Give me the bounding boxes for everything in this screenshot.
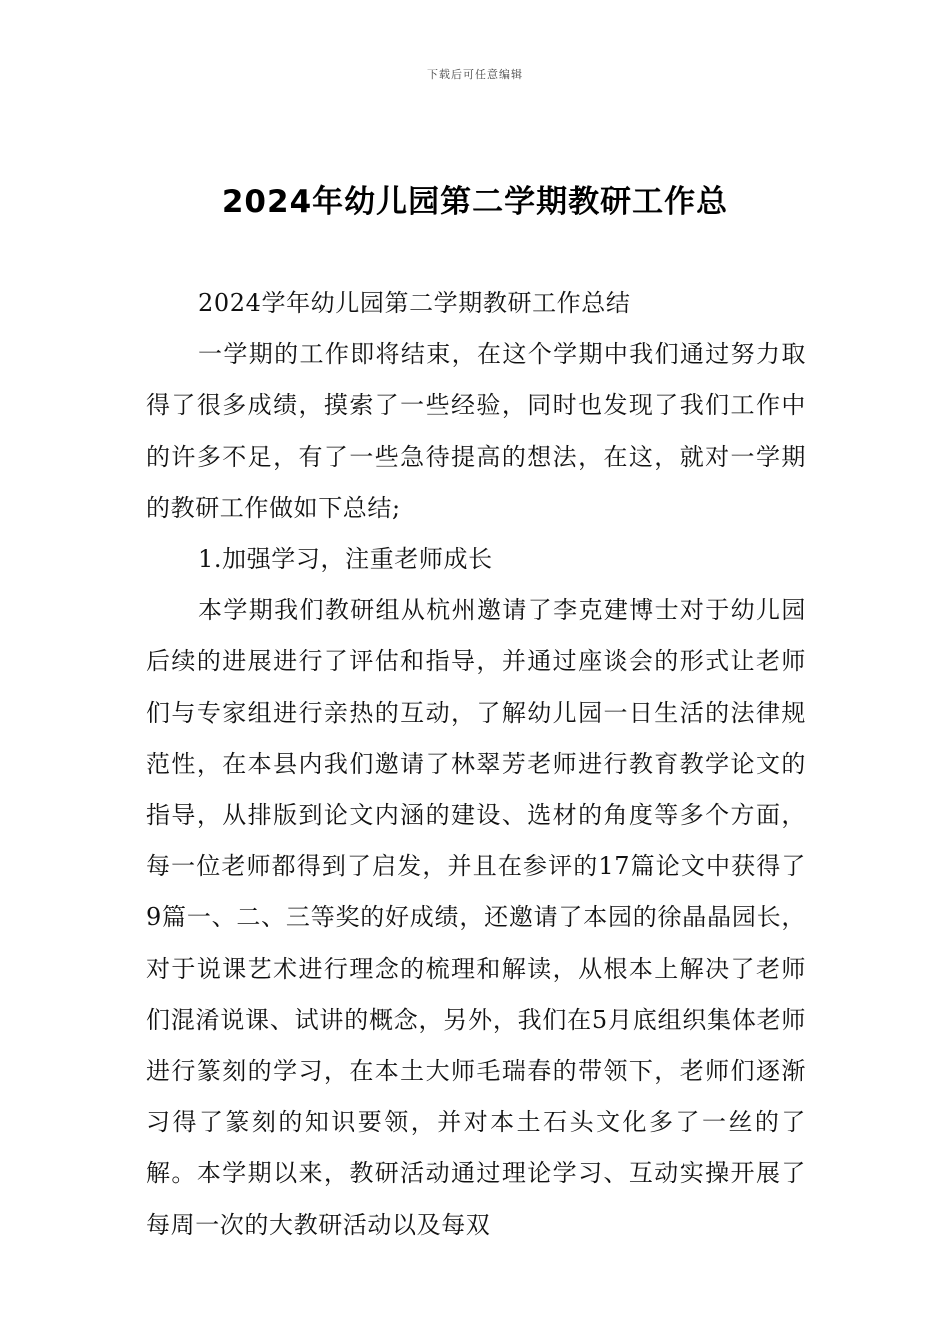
document-body bbox=[146, 278, 806, 1251]
document-title: 2024年幼儿园第二学期教研工作总 bbox=[221, 184, 729, 220]
subtitle-paragraph: 2024学年幼儿园第二学期教研工作总结 bbox=[198, 289, 631, 317]
section-heading: 1.加强学习，注重老师成长 bbox=[198, 545, 493, 574]
header-note: 下载后可任意编辑 bbox=[427, 68, 523, 81]
section-paragraph: 本学期我们教研组从杭州邀请了李克建博士对于幼儿园后续的进展进行了评估和指导，并通过座谈会的形式让老师们与专家组进行亲热的互动，了解幼儿园一日生活的法律规范性，在本县内我们邀请了林翠芳老师进行教育教学论文的指导，从排版到论文内涵的建设、选材的角度等多个方面，每一位老师都得到了启发，并且在参评的17篇论文中获得了9篇一、二、三等奖的好成绩，还邀请了本园的徐晶晶园长，对于说课艺术进行理念的梳理和解读，从根本上解决了老师们混淆说课、试讲的概念，另外，我们在5月底组织集体老师进行篆刻的学习，在本土大师毛瑞春的带领下，老师们逐渐习得了篆刻的知识要领，并对本土石头文化多了一丝的了解。本学期以来，教研活动通过理论学习、互动实操开展了每周一次的大教研活动以及每双 bbox=[146, 596, 806, 1239]
intro-paragraph: 一学期的工作即将结束，在这个学期中我们通过努力取得了很多成绩，摸索了一些经验，同时也发现了我们工作中的许多不足，有了一些急待提高的想法，在这，就对一学期的教研工作做如下总结; bbox=[146, 340, 806, 522]
